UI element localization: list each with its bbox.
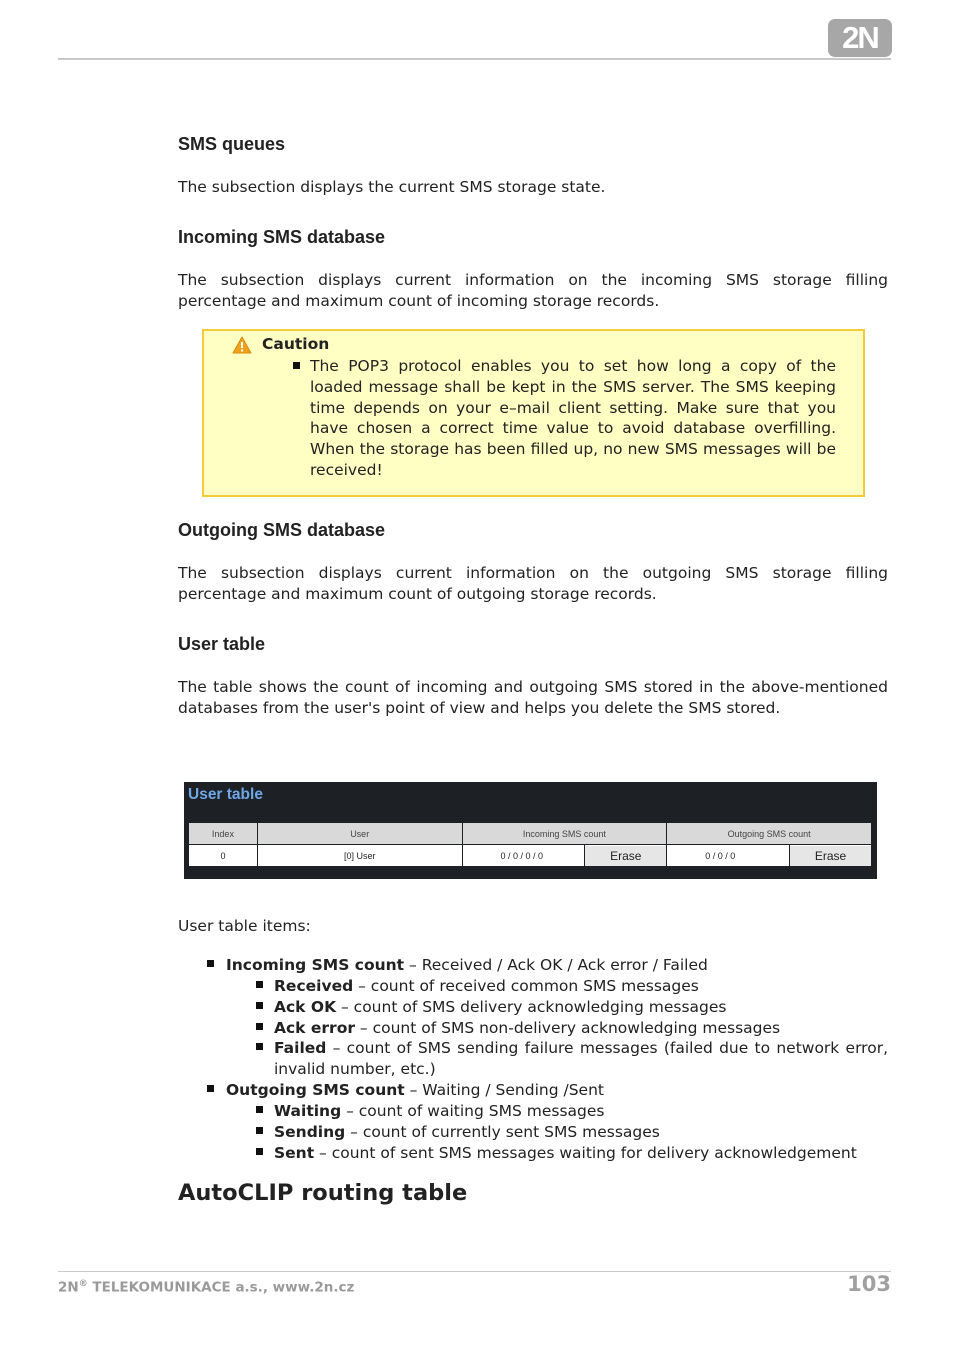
list-item-incoming: Incoming SMS count – Received / Ack OK / Ack error / Failed xyxy=(226,956,708,974)
paragraph-outgoing-db: The subsection displays current information on the outgoing SMS storage filling percentage and maximum count of outgoing storage records. xyxy=(178,564,888,603)
user-table-screenshot xyxy=(184,782,877,879)
list-item-sending: Sending – count of currently sent SMS messages xyxy=(274,1123,660,1141)
list-item-waiting: Waiting – count of waiting SMS messages xyxy=(274,1102,605,1120)
user-table-header-row xyxy=(189,823,872,845)
cell-outgoing-count: 0 / 0 / 0 xyxy=(667,845,790,867)
paragraph-sms-queues: The subsection displays the current SMS storage state. xyxy=(178,178,606,196)
list-item-ack-ok: Ack OK – count of SMS delivery acknowledging messages xyxy=(274,998,727,1016)
bullet-marker xyxy=(207,960,214,967)
user-table-title: User table xyxy=(188,786,263,803)
caution-box xyxy=(202,329,865,497)
bullet-marker xyxy=(256,1023,263,1030)
caution-text: The POP3 protocol enables you to set how long a copy of the loaded message shall be kept in the SMS server. The SMS keeping time depends on your e–mail client setting. Make sure that you have chosen a correct time value to avoid database overfilling. When the storage has been filled up, no new SMS messages will be received! xyxy=(310,357,836,479)
list-item-received: Received – count of received common SMS messages xyxy=(274,977,699,995)
list-item-ack-error: Ack error – count of SMS non-delivery acknowledging messages xyxy=(274,1019,781,1037)
bullet-marker xyxy=(256,1127,263,1134)
cell-outgoing-erase xyxy=(790,845,872,867)
footer-divider xyxy=(58,1271,891,1272)
column-header-index: Index xyxy=(189,823,258,845)
list-item-failed: Failed – count of SMS sending failure messages (failed due to network error, invalid number, etc.) xyxy=(274,1039,888,1078)
header-divider xyxy=(58,58,891,60)
heading-outgoing-db: Outgoing SMS database xyxy=(178,520,386,540)
heading-incoming-db: Incoming SMS database xyxy=(178,227,386,247)
cell-incoming-count: 0 / 0 / 0 / 0 xyxy=(462,845,585,867)
company-logo: 2N xyxy=(828,19,892,57)
heading-sms-queues: SMS queues xyxy=(178,134,286,154)
user-table xyxy=(188,822,872,867)
warning-icon xyxy=(232,336,252,354)
heading-user-table: User table xyxy=(178,634,266,654)
bullet-marker xyxy=(256,1106,263,1113)
bullet-marker xyxy=(256,1043,263,1050)
bullet-marker xyxy=(256,1148,263,1155)
bullet-marker xyxy=(293,362,300,369)
caution-title: Caution xyxy=(262,335,330,353)
cell-index: 0 xyxy=(189,845,258,867)
bullet-marker xyxy=(256,1002,263,1009)
list-item-outgoing: Outgoing SMS count – Waiting / Sending /Sent xyxy=(226,1081,604,1099)
items-intro: User table items: xyxy=(178,917,311,935)
bullet-marker xyxy=(207,1085,214,1092)
bullet-marker xyxy=(256,981,263,988)
column-header-incoming: Incoming SMS count xyxy=(462,823,667,845)
table-row xyxy=(189,845,872,867)
column-header-user: User xyxy=(257,823,462,845)
paragraph-user-table: The table shows the count of incoming and outgoing SMS stored in the above-mentioned databases from the user's point of view and helps you delete the SMS stored. xyxy=(178,678,888,717)
footer-company: 2N® TELEKOMUNIKACE a.s., www.2n.cz xyxy=(58,1279,355,1296)
page-number: 103 xyxy=(847,1272,891,1296)
list-item-sent: Sent – count of sent SMS messages waiting for delivery acknowledgement xyxy=(274,1144,857,1162)
erase-outgoing-button[interactable]: Erase xyxy=(790,846,871,866)
cell-user: [0] User xyxy=(257,845,462,867)
cell-incoming-erase xyxy=(585,845,667,867)
column-header-outgoing: Outgoing SMS count xyxy=(667,823,872,845)
paragraph-incoming-db: The subsection displays current information on the incoming SMS storage filling percentage and maximum count of incoming storage records. xyxy=(178,271,888,310)
heading-autoclip: AutoCLIP routing table xyxy=(178,1180,468,1206)
erase-incoming-button[interactable]: Erase xyxy=(585,846,666,866)
